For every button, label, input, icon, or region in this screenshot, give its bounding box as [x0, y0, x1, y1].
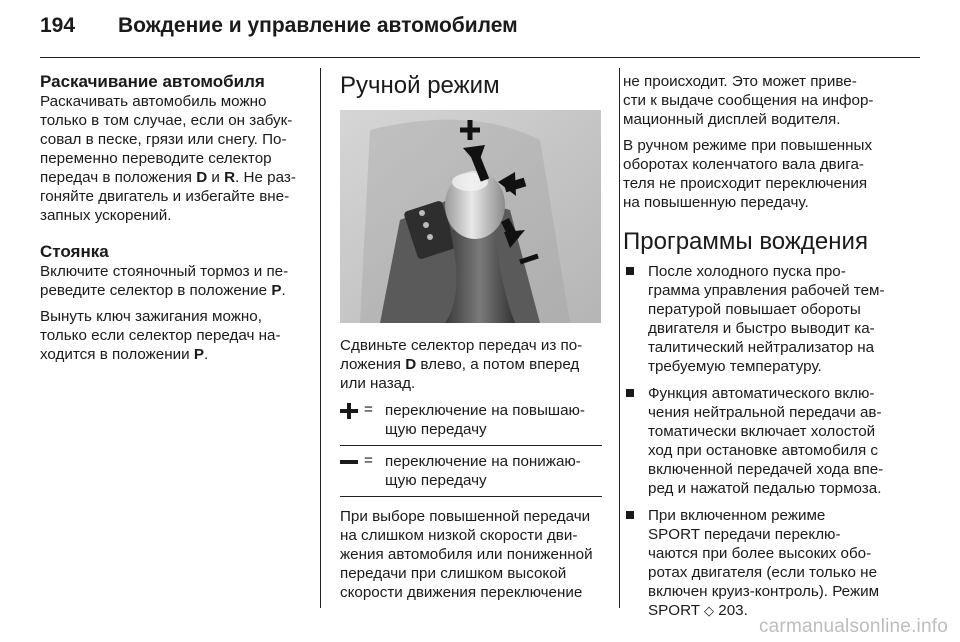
text-line: В ручном режиме при повышенных: [623, 137, 873, 154]
page-number: 194: [40, 14, 76, 37]
text-line: Сдвиньте селектор передач из по-: [340, 337, 583, 354]
symbol-desc: щую передачу: [385, 421, 487, 438]
text-line: только в том случае, если он забук-: [40, 112, 293, 129]
text-line: мационный дисплей водителя.: [623, 111, 841, 128]
list-item: При включенном режиме SPORT передачи переклю- чаются при более высоких обо- ротах двигателя (если только не включен круиз-контроль). Режим SPORT ◇ 203.: [623, 506, 905, 620]
text-line: реведите селектор в положение P.: [40, 282, 286, 299]
watermark: carmanualsonline.info: [758, 616, 948, 637]
text-line: на повышенную передачу.: [623, 194, 809, 211]
bullet-square-icon: [626, 389, 634, 397]
text-line: передач в положения D и R. Не раз-: [40, 169, 296, 186]
list-item: После холодного пуска про- грамма управления рабочей тем- пературой повышает обороты двигателя и быстро выводит ка- талитический нейтрализатор на требуемую температуру.: [623, 262, 905, 376]
text-line: передачи при слишком высокой: [340, 565, 567, 582]
page-header: [40, 14, 920, 52]
text-line: оборотах коленчатого вала двига-: [623, 156, 864, 173]
text-line: Раскачивать автомобиль можно: [40, 93, 267, 110]
section-title-rocking: Раскачивание автомобиля: [40, 72, 265, 91]
symbol-desc: переключение на повышаю-: [385, 402, 585, 419]
text-line: не происходит. Это может приве-: [623, 73, 857, 90]
gear-d: D: [196, 169, 208, 186]
text-line: или назад.: [340, 375, 416, 392]
text-line: сти к выдаче сообщения на инфор-: [623, 92, 874, 109]
text-line: теля не происходит переключения: [623, 175, 868, 192]
equals-sign: =: [364, 401, 373, 418]
bullet-square-icon: [626, 267, 634, 275]
gear-d: D: [405, 356, 417, 373]
page-title: Вождение и управление автомобилем: [118, 14, 518, 37]
column-left: [40, 72, 302, 364]
text-line: на слишком низкой скорости дви-: [340, 527, 578, 544]
gear-selector-drawing: [340, 110, 601, 323]
symbol-desc: щую передачу: [385, 472, 487, 489]
plus-icon: [340, 403, 358, 419]
text-line: При выборе повышенной передачи: [340, 508, 591, 525]
text-line: жения автомобиля или пониженной: [340, 546, 593, 563]
column-middle: [340, 72, 602, 602]
gear-p: P: [193, 346, 204, 363]
column-right: [623, 72, 905, 628]
text-line: переменно переводите селектор: [40, 150, 272, 167]
text-line: гоняйте двигатель и избегайте вне-: [40, 188, 290, 205]
text-line: скорости движения переключение: [340, 584, 583, 601]
text-line: ложения D влево, а потом вперед: [340, 356, 580, 373]
section-title-manual-mode: Ручной режим: [340, 72, 500, 99]
text-line: ходится в положении P.: [40, 346, 209, 363]
column-divider-1: [320, 68, 321, 608]
symbol-desc: переключение на понижаю-: [385, 453, 581, 470]
text-line: только если селектор передач на-: [40, 327, 281, 344]
header-rule: [40, 57, 920, 58]
gear-selector-illustration: [340, 110, 601, 323]
symbol-row-upshift: [340, 401, 602, 439]
text-line: Включите стояночный тормоз и пе-: [40, 263, 289, 280]
gear-p: P: [271, 282, 282, 299]
minus-icon: [340, 454, 358, 470]
column-divider-2: [619, 68, 620, 608]
page-ref-link[interactable]: 203.: [718, 602, 748, 619]
section-title-parking: Стоянка: [40, 242, 109, 261]
bullet-square-icon: [626, 511, 634, 519]
text-line: Вынуть ключ зажигания можно,: [40, 308, 262, 325]
text-line: запных ускорений.: [40, 207, 172, 224]
text-line: совал в песке, грязи или снегу. По-: [40, 131, 287, 148]
symbol-row-downshift: [340, 452, 602, 490]
page-ref-icon[interactable]: ◇: [704, 603, 715, 618]
gear-r: R: [224, 169, 236, 186]
list-item: Функция автоматического вклю- чения нейтральной передачи ав- томатически включает холостой ход при остановке автомобиля с включенной передачей хода впе- ред и нажатой педалью тормоза.: [623, 384, 905, 498]
equals-sign: =: [364, 452, 373, 469]
program-list: [623, 262, 905, 620]
section-title-driving-programs: Программы вождения: [623, 228, 868, 255]
